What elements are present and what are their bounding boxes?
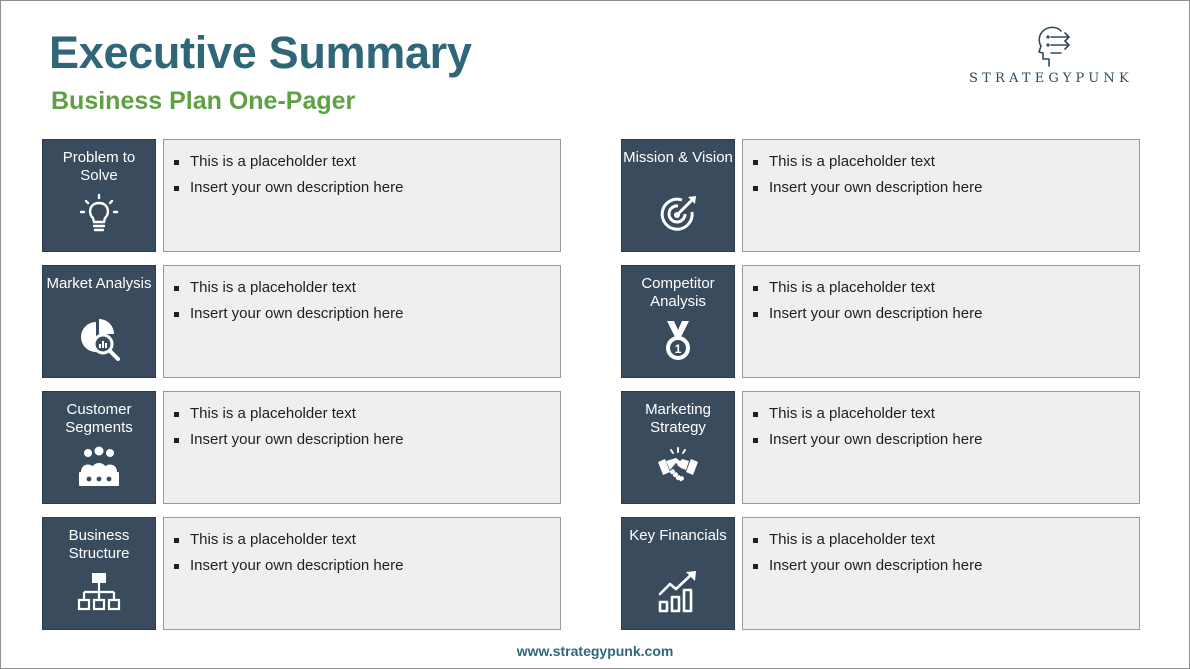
section-label-box: [621, 517, 735, 630]
section-label: Competitor Analysis: [641, 275, 715, 310]
bullet-item: Insert your own description here: [172, 427, 560, 453]
section-label: Key Financials: [629, 527, 727, 544]
bullet-item: Insert your own description here: [172, 175, 560, 201]
bullet-item: This is a placeholder text: [751, 401, 1139, 427]
brand-name: STRATEGYPUNK: [969, 71, 1133, 86]
section-competitor-analysis: [621, 265, 1141, 378]
head-arrows-icon: [1031, 23, 1077, 69]
lightbulb-icon: [77, 192, 121, 236]
section-description: [163, 517, 561, 630]
footer-url: www.strategypunk.com: [516, 643, 674, 659]
bullet-item: Insert your own description here: [751, 553, 1139, 579]
svg-text:1: 1: [674, 342, 682, 356]
section-marketing-strategy: [621, 391, 1141, 504]
section-label: Business Structure: [68, 527, 130, 562]
bullet-item: This is a placeholder text: [172, 149, 560, 175]
section-label: Marketing Strategy: [645, 401, 711, 436]
bullet-item: This is a placeholder text: [751, 149, 1139, 175]
section-customer-segments: [42, 391, 562, 504]
section-description: [742, 139, 1140, 252]
section-description: [163, 391, 561, 504]
section-label-box: [621, 139, 735, 252]
target-icon: [656, 192, 700, 236]
section-mission-vision: [621, 139, 1141, 252]
section-key-financials: [621, 517, 1141, 630]
bullet-item: This is a placeholder text: [172, 275, 560, 301]
section-description: [163, 265, 561, 378]
bullet-item: Insert your own description here: [751, 427, 1139, 453]
section-market-analysis: [42, 265, 562, 378]
medal-icon: [656, 318, 700, 362]
section-label: Problem to Solve: [62, 149, 136, 184]
section-label: Mission & Vision: [623, 149, 733, 166]
bullet-item: This is a placeholder text: [751, 275, 1139, 301]
section-business-structure: [42, 517, 562, 630]
bullet-item: This is a placeholder text: [172, 401, 560, 427]
customer-group-icon: [77, 444, 121, 488]
chart-magnifier-icon: [77, 318, 121, 362]
bullet-item: Insert your own description here: [172, 301, 560, 327]
section-label-box: [42, 265, 156, 378]
section-description: [742, 391, 1140, 504]
section-label-box: [42, 517, 156, 630]
section-label-box: [42, 391, 156, 504]
section-problem-to-solve: [42, 139, 562, 252]
section-description: [742, 517, 1140, 630]
bullet-item: Insert your own description here: [751, 301, 1139, 327]
handshake-icon: [656, 444, 700, 488]
brand-logo: [961, 23, 1146, 93]
page-subtitle: Business Plan One-Pager: [51, 87, 356, 115]
growth-chart-icon: [656, 570, 700, 614]
page-title: Executive Summary: [49, 27, 472, 78]
bullet-item: Insert your own description here: [172, 553, 560, 579]
section-label: Customer Segments: [65, 401, 133, 436]
section-label: Market Analysis: [46, 275, 152, 292]
bullet-item: This is a placeholder text: [172, 527, 560, 553]
bullet-item: Insert your own description here: [751, 175, 1139, 201]
org-chart-icon: [77, 570, 121, 614]
section-label-box: [621, 391, 735, 504]
bullet-item: This is a placeholder text: [751, 527, 1139, 553]
section-label-box: [42, 139, 156, 252]
section-description: [742, 265, 1140, 378]
section-description: [163, 139, 561, 252]
section-label-box: [621, 265, 735, 378]
